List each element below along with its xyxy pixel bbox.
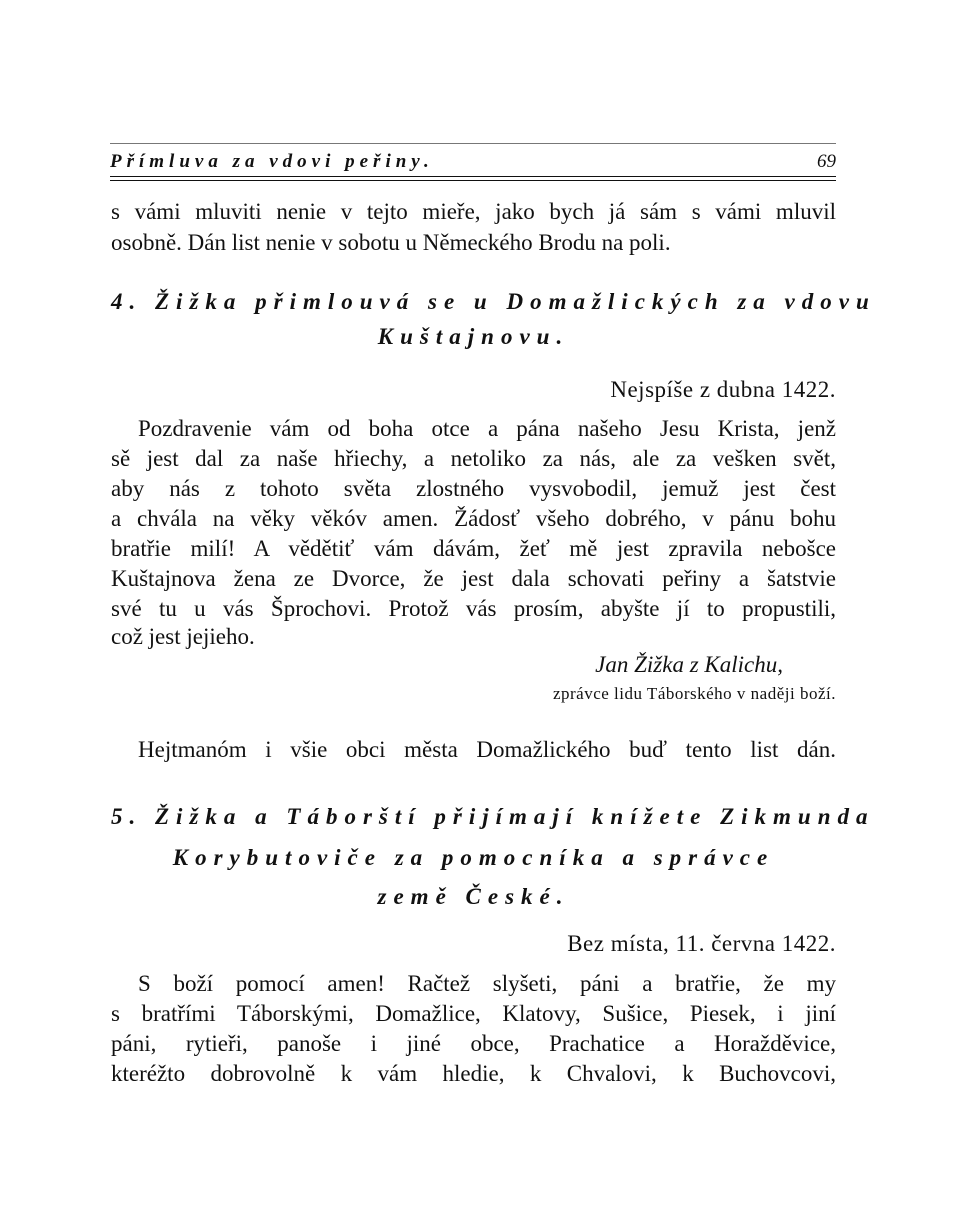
text-line: s bratřími Táborskými, Domažlice, Klatovy, Sušice, Piesek, i jiní	[111, 1001, 836, 1026]
header-top-rule	[110, 143, 836, 144]
text-line: což jest jejieho.	[111, 624, 255, 649]
signature-name: Jan Žižka z Kalichu,	[595, 652, 783, 677]
text-line: kteréžto dobrovolně k vám hledie, k Chvalovi, k Buchovcovi,	[111, 1061, 836, 1086]
section-heading: země České.	[377, 884, 570, 909]
signature-title: zprávce lidu Táborského v naději boží.	[552, 684, 836, 703]
section-heading: 4. Žižka přimlouvá se u Domažlických za vdovu	[111, 289, 876, 314]
date-line: Nejspíše z dubna 1422.	[610, 377, 836, 402]
date-line: Bez místa, 11. června 1422.	[567, 931, 836, 956]
text-line: aby nás z tohoto světa zlostného vysvobodil, jemuž jest čest	[111, 476, 836, 501]
text-line: své tu u vás Šprochovi. Protož vás prosím, abyšte jí to propustili,	[111, 596, 836, 621]
text-line: osobně. Dán list nenie v sobotu u Německého Brodu na poli.	[111, 230, 671, 255]
text-line: sě jest dal za naše hřiechy, a netoliko za nás, ale za vešken svět,	[111, 446, 836, 471]
header-bottom-rule	[110, 176, 836, 181]
section-heading: 5. Žižka a Táborští přijímají knížete Zikmunda	[111, 804, 875, 829]
section-heading: Korybutoviče za pomocníka a správce	[172, 845, 775, 870]
running-header	[110, 151, 836, 175]
text-line: bratřie milí! A vědětiť vám dávám, žeť mě jest zpravila nebošce	[111, 536, 836, 561]
text-line: Kuštajnova žena ze Dvorce, že jest dala schovati peřiny a šatstvie	[111, 566, 836, 591]
section-heading: Kuštajnovu.	[377, 324, 570, 349]
text-line: s vámi mluviti nenie v tejto mieře, jako bych já sám s vámi mluvil	[111, 199, 836, 224]
running-header-title: Přímluva za vdovi peřiny.	[110, 151, 434, 172]
text-line: S boží pomocí amen! Račtež slyšeti, páni a bratřie, že my	[138, 971, 836, 996]
text-line: a chvála na věky věkóv amen. Žádosť všeho dobrého, v pánu bohu	[111, 506, 836, 531]
text-line: páni, rytieři, panoše i jiné obce, Prachatice a Horažděvice,	[111, 1031, 836, 1056]
page-number: 69	[817, 151, 836, 172]
text-line: Pozdravenie vám od boha otce a pána našeho Jesu Krista, jenž	[138, 416, 836, 441]
address-line: Hejtmanóm i všie obci města Domažlického buď tento list dán.	[138, 737, 836, 762]
